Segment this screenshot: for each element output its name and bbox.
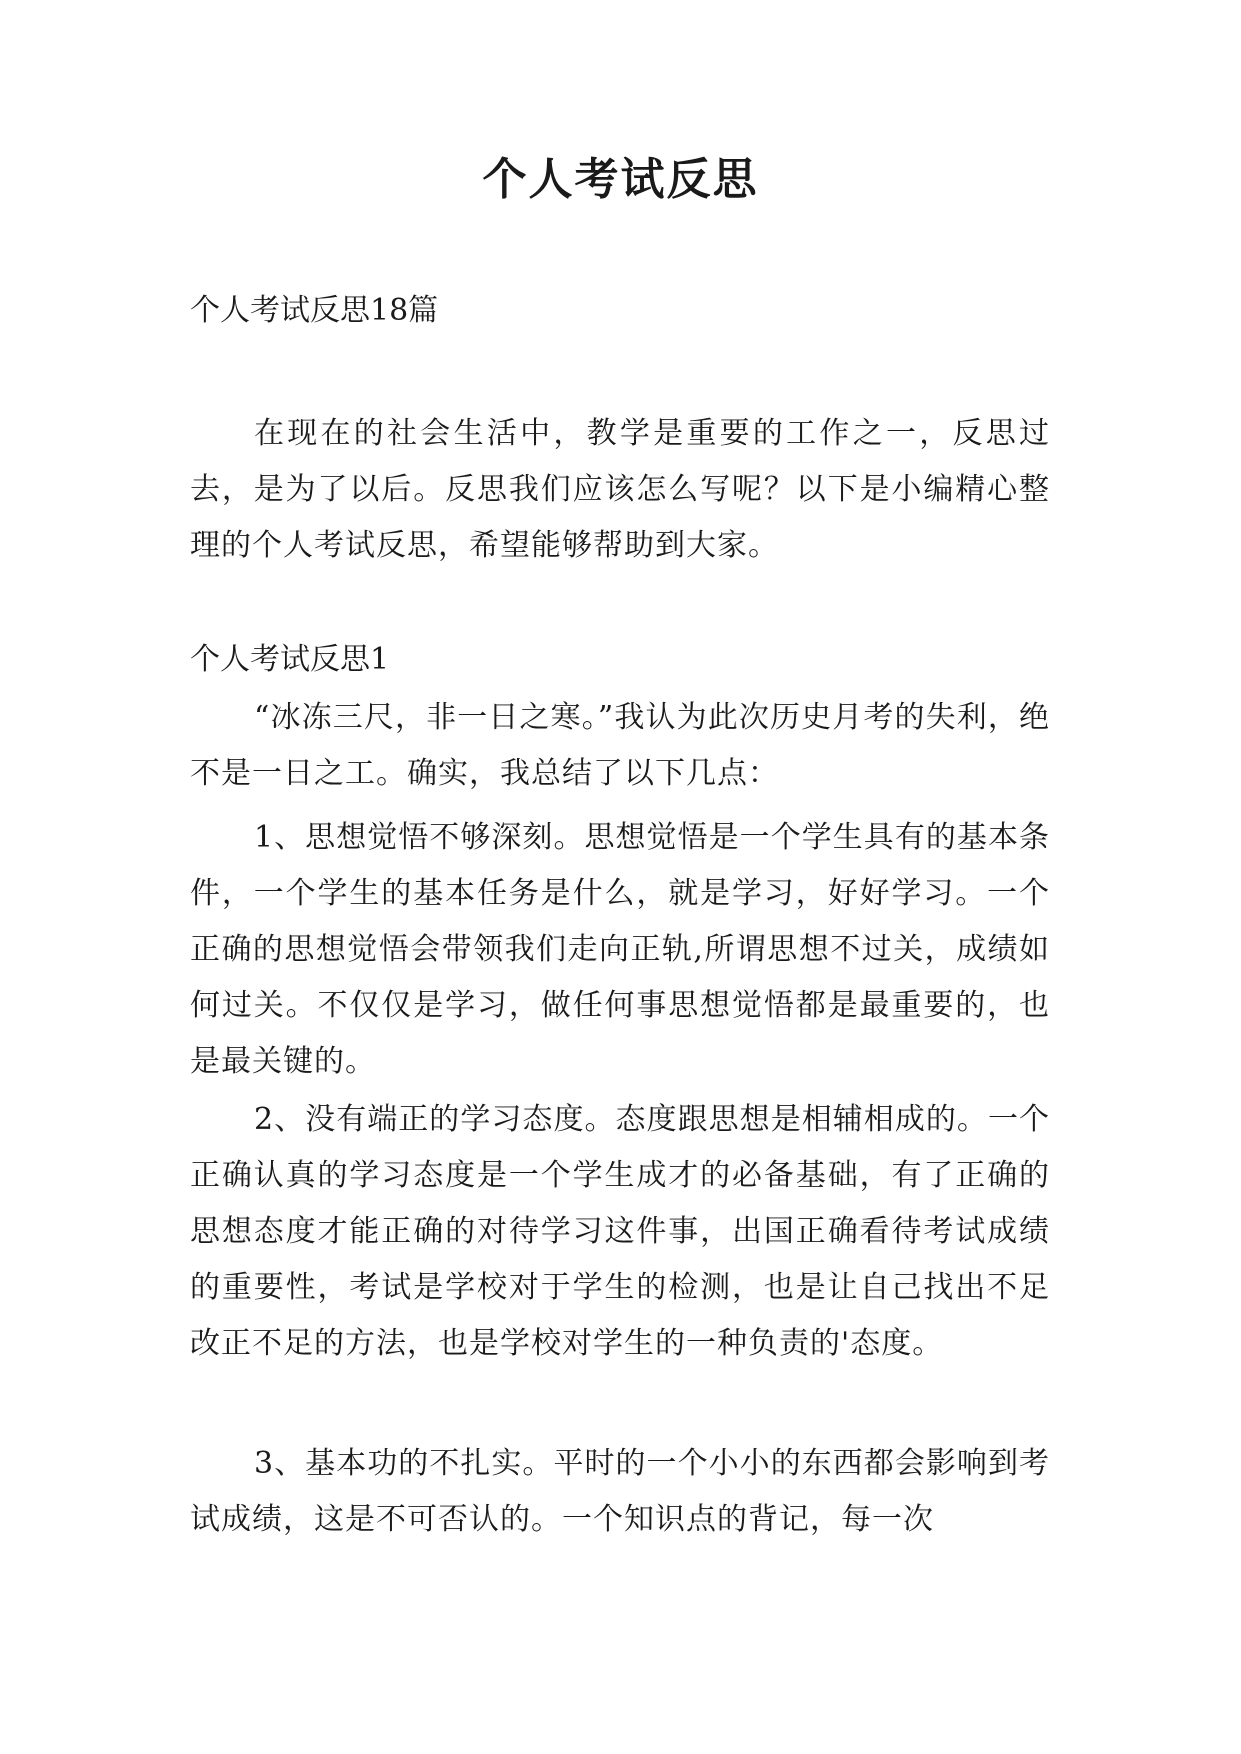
- intro-paragraph: 在现在的社会生活中，教学是重要的工作之一，反思过去，是为了以后。反思我们应该怎么写呢？以下是小编精心整理的个人考试反思，希望能够帮助到大家。: [190, 416, 1050, 563]
- section-heading: 个人考试反思1: [190, 642, 390, 677]
- document-subtitle: 个人考试反思18篇: [190, 293, 439, 328]
- paragraph: 1、思想觉悟不够深刻。思想觉悟是一个学生具有的基本条件，一个学生的基本任务是什么，就是学习，好好学习。一个正确的思想觉悟会带领我们走向正轨,所谓思想不过关，成绩如何过关。不仅仅是学习，做任何事思想觉悟都是最重要的，也是最关键的。: [190, 820, 1050, 1079]
- page-title: 个人考试反思: [482, 154, 759, 205]
- paragraph: “冰冻三尺，非一日之寒。”我认为此次历史月考的失利，绝不是一日之工。确实，我总结了以下几点：: [190, 700, 1050, 791]
- paragraph: 3、基本功的不扎实。平时的一个小小的东西都会影响到考试成绩，这是不可否认的。一个知识点的背记，每一次: [190, 1446, 1050, 1537]
- paragraph: 2、没有端正的学习态度。态度跟思想是相辅相成的。一个正确认真的学习态度是一个学生成才的必备基础，有了正确的思想态度才能正确的对待学习这件事，出国正确看待考试成绩的重要性，考试是学校对于学生的检测，也是让自己找出不足改正不足的方法，也是学校对学生的一种负责的'态度。: [190, 1102, 1050, 1361]
